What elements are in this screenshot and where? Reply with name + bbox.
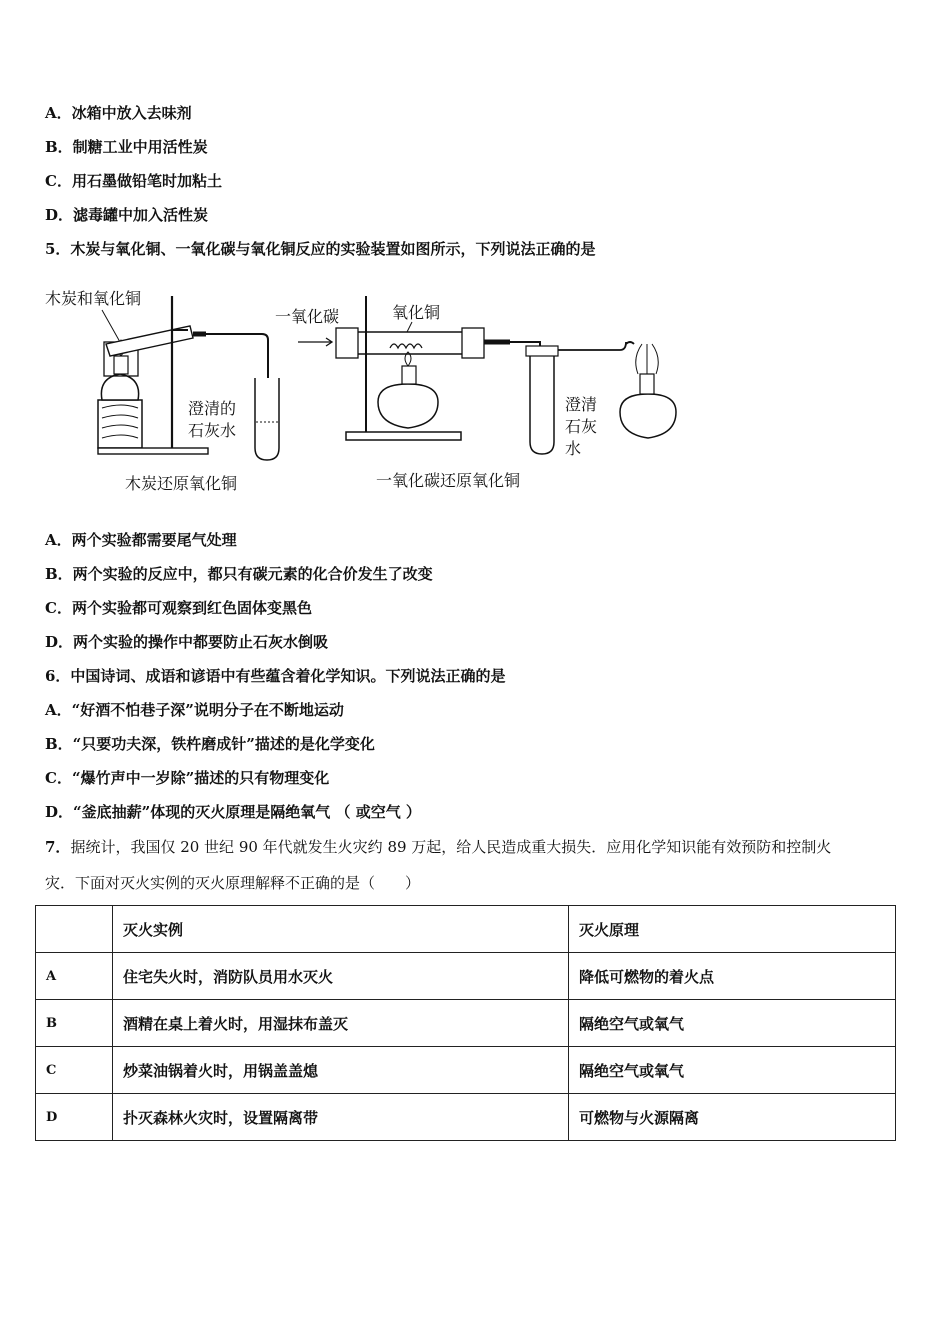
label-limewater-1: 澄清的: [188, 399, 237, 418]
table-header-cell: [36, 906, 113, 953]
table-cell: D: [36, 1094, 113, 1141]
label-limewater-right-3: 水: [565, 439, 582, 458]
label-pointer: [102, 310, 120, 342]
hard-glass-tube: [340, 332, 480, 354]
table-header-cell: 灭火实例: [113, 906, 569, 953]
q6-option-a: A．“好酒不怕巷子深”说明分子在不断地运动: [45, 701, 344, 719]
experiment-apparatus-diagram: [40, 282, 710, 497]
limewater-tube-right: [530, 354, 554, 454]
q6-option-b: B．“只要功夫深，铁杵磨成针”描述的是化学变化: [45, 735, 375, 753]
table-row: [36, 1094, 896, 1141]
table-cell: 可燃物与火源隔离: [569, 1094, 896, 1141]
caption-right-experiment: 一氧化碳还原氧化铜: [376, 471, 521, 490]
iron-stand-base-right: [346, 432, 461, 440]
table-cell: 扑灭森林火灾时，设置隔离带: [113, 1094, 569, 1141]
q7-number: 7．: [45, 838, 71, 856]
table-cell: A: [36, 953, 113, 1000]
table-header-row: [36, 906, 896, 953]
label-copper-oxide: 氧化铜: [392, 303, 441, 322]
q5-stem: 5．木炭与氧化铜、一氧化碳与氧化铜反应的实验装置如图所示，下列说法正确的是: [45, 240, 596, 258]
label-limewater-right-1: 澄清: [565, 395, 598, 414]
iron-stand-base: [98, 448, 208, 454]
table-row: [36, 1000, 896, 1047]
label-carbon-monoxide: 一氧化碳: [275, 307, 340, 326]
alcohol-lamp-tail-gas: [620, 394, 676, 438]
caption-left-experiment: 木炭还原氧化铜: [125, 474, 238, 493]
q7-stem-line2: 灾．下面对灭火实例的灭火原理解释不正确的是（ ）: [45, 874, 421, 892]
q5-option-b: B．两个实验的反应中，都只有碳元素的化合价发生了改变: [45, 565, 433, 583]
table-cell: B: [36, 1000, 113, 1047]
table-row: [36, 1047, 896, 1094]
table-cell: 降低可燃物的着火点: [569, 953, 896, 1000]
q6-stem: 6．中国诗词、成语和谚语中有些蕴含着化学知识。下列说法正确的是: [45, 667, 506, 685]
q4-option-d: D．滤毒罐中加入活性炭: [45, 206, 209, 224]
table-cell: C: [36, 1047, 113, 1094]
table-cell: 隔绝空气或氧气: [569, 1000, 896, 1047]
table-cell: 住宅失火时，消防队员用水灭火: [113, 953, 569, 1000]
q7-stem-text: 据统计，我国仅 20 世纪 90 年代就发生火灾约 89 万起，给人民造成重大损失．应用化学知识能有效预防和控制火: [70, 838, 832, 856]
q5-option-c: C．两个实验都可观察到红色固体变黑色: [45, 599, 312, 617]
label-limewater-2: 石灰水: [188, 421, 237, 440]
alcohol-lamp-left: [101, 374, 138, 400]
table-cell: 炒菜油锅着火时，用锅盖盖熄: [113, 1047, 569, 1094]
label-limewater-right-2: 石灰: [565, 417, 598, 436]
q5-option-a: A．两个实验都需要尾气处理: [45, 531, 237, 549]
q5-option-d: D．两个实验的操作中都要防止石灰水倒吸: [45, 633, 329, 651]
table-cell: 隔绝空气或氧气: [569, 1047, 896, 1094]
table-header-cell: 灭火原理: [569, 906, 896, 953]
alcohol-lamp-middle: [378, 384, 438, 428]
q4-option-c: C．用石墨做铅笔时加粘土: [45, 172, 222, 190]
table-row: [36, 953, 896, 1000]
q4-option-a: A．冰箱中放入去味剂: [45, 104, 192, 122]
q6-option-d: D．“釜底抽薪”体现的灭火原理是隔绝氧气 （ 或空气 ）: [45, 803, 421, 821]
gas-inflow-arrow: [298, 338, 332, 346]
limewater-tube-left: [255, 378, 279, 460]
table-cell: 酒精在桌上着火时，用湿抹布盖灭: [113, 1000, 569, 1047]
fire-extinguishing-table: [35, 905, 896, 1141]
label-charcoal-copper-oxide: 木炭和氧化铜: [45, 289, 142, 308]
q7-stem-line1: [45, 836, 831, 857]
q6-option-c: C．“爆竹声中一岁除”描述的只有物理变化: [45, 769, 330, 787]
q4-option-b: B．制糖工业中用活性炭: [45, 138, 208, 156]
